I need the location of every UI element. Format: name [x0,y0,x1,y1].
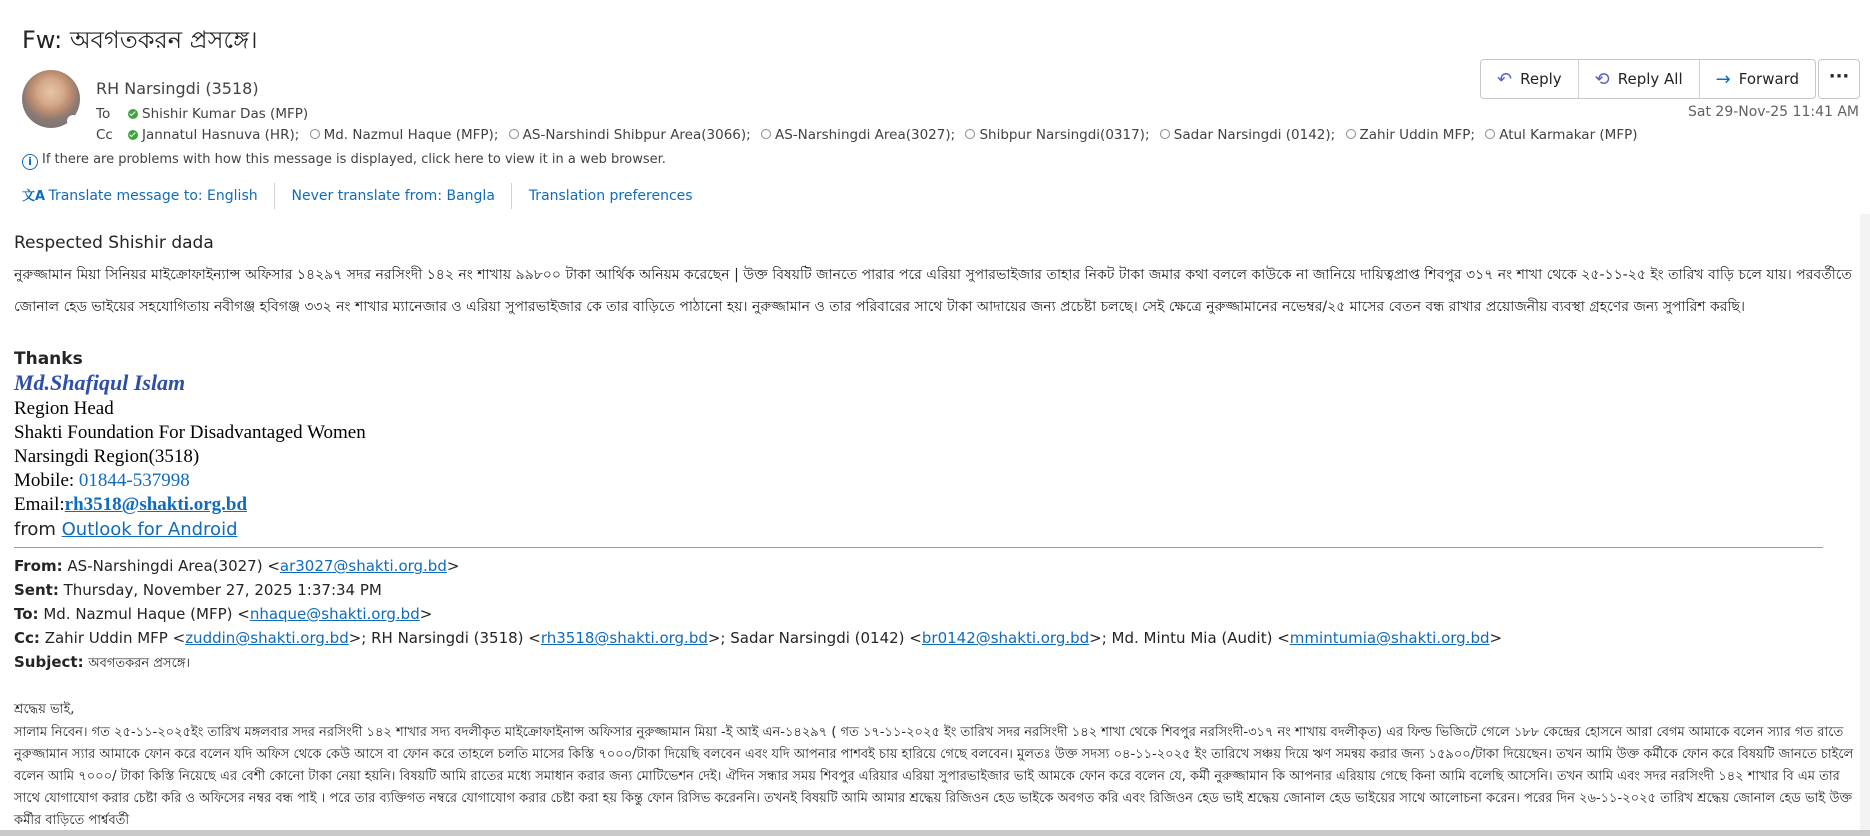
reply-button[interactable] [1481,60,1579,98]
signature-region: Narsingdi Region(3518) [14,446,200,467]
forward-icon: → [1715,68,1731,90]
message-actions [1480,59,1816,99]
available-status-icon [128,109,138,119]
signature-mobile [14,469,1859,493]
received-date: Sat 29-Nov-25 11:41 AM [1688,104,1859,120]
divider [511,183,512,209]
outlook-android-link[interactable]: Outlook for Android [61,519,238,540]
signature-title: Region Head [14,398,114,419]
sent-from-line [14,517,1859,543]
translation-bar [22,183,693,209]
email-label: Email: [14,494,65,515]
reply-all-label: Reply All [1617,70,1683,88]
scrollbar[interactable] [1860,214,1870,836]
to-recipient[interactable]: Shishir Kumar Das (MFP) [142,106,309,122]
fwd-subject-row [14,650,1859,676]
fwd-subject-label: Subject: [14,653,84,671]
offline-status-icon [1160,129,1170,139]
reply-all-button[interactable] [1579,60,1700,98]
offline-status-icon [965,129,975,139]
never-translate-link[interactable]: Never translate from: Bangla [291,188,495,204]
sender-avatar[interactable] [22,70,80,128]
fwd-cc-name: >; Sadar Narsingdi (0142) < [707,629,922,647]
fwd-subject: অবগতকরন প্রসঙ্গে। [88,656,191,671]
forward-label: Forward [1738,70,1800,88]
cc-recipient[interactable]: AS-Narshingdi Area(3027); [775,127,956,143]
to-row [96,106,308,122]
translation-preferences-link[interactable]: Translation preferences [528,188,693,204]
offline-status-icon [1485,129,1495,139]
forward-button[interactable] [1700,60,1815,98]
email-link[interactable]: rh3518@shakti.org.bd [64,494,248,515]
fwd-body-text: সালাম নিবেন। গত ২৫-১১-২০২৫ইং তারিখ মঙ্গলবার সদর নরসিংদী ১৪২ শাখার সদ্য বদলীকৃত মাইক্রোফাইনান্স অফিসার নুরুজ্জামান মিয়া -ই আই এন-১৪২৯৭ ( গত ১৭-১১-২০২৫ ইং তারিখ সদর নরসিংদী ১৪২ শাখা থেকে শিবপুর নরসিংদী-৩১৭ নং শাখায় বদলীকৃত) এর ফিল্ড ভিজিটে গেলে ১৮৮ কেন্দ্রের হোসনে আরা বেগম আমাকে বলেন স্যার গত রাতে নুরুজ্জামান স্যার আমাকে ফোন করে বলেন যদি অফিস থেকে কেউ আসে বা ফোন করে তাহলে চলতি মাসের কিস্তি ৭০০০/টাকা দিয়েছি বলবেন এবং যদি আপনার পাশবই চায় হারিয়ে গেছে বলবেন। মুলতঃ উক্ত সদস্য ০৪-১১-২০২৫ ইং তারিখে সঞ্চয় দিয়ে ঋণ সমন্বয় করার জন্য ১৫৯০০/টাকা দিয়েছেন। তখন আমি উক্ত কর্মীকে ফোন করে বিষয়টি জানতে চাইলে বলেন আমি ৭০০০/ টাকা কিস্তি নিয়েছে এর বেশী কোনো টাকা নেয়া হয়নি। বিষয়টি আমি রাতের মধ্যে সমাধান করার জন্য মোটিভেশন দেই। ঐদিন সন্ধার সময় শিবপুর এরিয়ার এরিয়া সুপারভাইজার ভাই আমকে ফোন করে বলেন যে, কর্মী নুরুজ্জামান কি আপনার এরিয়ায় গেছে কিনা আমি বলেছি আসেনি। তখন আমি এবং সদর নরসিংদী ১৪২ শাখার বি এম তার সাথে যোগাযোগ করার চেষ্টা করি ও অফিসের নম্বর বন্ধ পাই । পরে তার ব্যক্তিগত নম্বরে যোগাযোগ করার চেষ্টা করা হয় কিন্তু ফোন রিসিভ করেননি। তখনই বিষয়টি আমি আমার শ্রদ্ধেয় রিজিওন হেড ভাইকে অবগত করি এবং রিজিওন হেড ভাই শ্রদ্ধেয় জোনাল হেড ভাইয়ের সাথে আলোচনা করেন। পরের দিন ২৬-১১-২০২৫ তারিখ শ্রদ্ধেয় জোনাল হেড ভাই উক্ত কর্মীর বাড়িতে পার্শ্ববর্তী [14,725,1854,828]
fwd-cc-name: >; Md. Mintu Mia (Audit) < [1089,629,1290,647]
fwd-from-label: From: [14,557,63,575]
translate-message-link[interactable]: Translate message to: English [48,188,258,204]
fwd-cc-email[interactable]: mmintumia@shakti.org.bd [1289,629,1490,647]
sender-name[interactable]: RH Narsingdi (3518) [96,79,259,98]
info-bar[interactable] [22,152,666,170]
fwd-sent-label: Sent: [14,581,59,599]
signature-name: Md.Shafiqul Islam [14,370,186,395]
from-label: from [14,519,62,540]
forward-divider [14,547,1823,548]
reply-icon: ↶ [1497,68,1513,90]
fwd-cc-email[interactable]: zuddin@shakti.org.bd [185,629,349,647]
info-text[interactable]: If there are problems with how this message is displayed, click here to view it in a web browser. [42,152,666,167]
fwd-cc-email[interactable]: br0142@shakti.org.bd [921,629,1090,647]
offline-status-icon [509,129,519,139]
fwd-cc-email[interactable]: rh3518@shakti.org.bd [540,629,708,647]
offline-status-icon [1346,129,1356,139]
cc-recipient[interactable]: Md. Nazmul Haque (MFP); [323,127,499,143]
cc-row [96,127,1638,143]
cc-recipient[interactable]: Sadar Narsingdi (0142); [1173,127,1336,143]
fwd-from-email[interactable]: ar3027@shakti.org.bd [279,557,447,575]
cc-recipient[interactable]: Jannatul Hasnuva (HR); [142,127,300,143]
cc-recipient[interactable]: AS-Narshindi Shibpur Area(3066); [522,127,751,143]
divider [274,183,275,209]
info-icon: i [22,154,38,170]
fwd-from-name: AS-Narshingdi Area(3027) < [67,557,280,575]
body-paragraph: নুরুজ্জামান মিয়া সিনিয়র মাইক্রোফাইন্যান্স অফিসার ১৪২৯৭ সদর নরসিংদী ১৪২ নং শাখায় ৯৯৮০০ টাকা আর্থিক অনিয়ম করেছেন | উক্ত বিষয়টি জানতে পারার পরে এরিয়া সুপারভাইজার তাহার নিকট টাকা জমার কথা বললে কাউকে না জানিয়ে দায়িত্বপ্রাপ্ত শিবপুর ৩১৭ নং শাখা থেকে ২৫-১১-২৫ ইং তারিখ বাড়ি চলে যায়। পরবর্তীতে জোনাল হেড ভাইয়ের সহযোগিতায় নবীগঞ্জ হবিগঞ্জ ৩৩২ নং শাখার ম্যানেজার ও এরিয়া সুপারভাইজার কে তার বাড়িতে পাঠানো হয়। নুরুজ্জামান ও তার পরিবারের সাথে টাকা আদায়ের জন্য প্রচেষ্টা চলছে। সেই ক্ষেত্রে নুরুজ্জামানের নভেম্বর/২৫ মাসের বেতন বন্ধ রাখার প্রয়োজনীয় ব্যবস্থা গ্রহণের জন্য সুপারিশ করছি। [14,267,1852,315]
cc-recipient[interactable]: Zahir Uddin MFP; [1359,127,1475,143]
more-actions-button[interactable]: ··· [1818,59,1860,99]
available-status-icon [128,130,138,140]
signature-email [14,493,1859,517]
fwd-from-row: From: AS-Narshingdi Area(3027) <ar3027@shakti.org.bd> [14,557,460,575]
thanks-text: Thanks [14,349,83,369]
email-subject: Fw: অবগতকরন প্রসঙ্গে। [22,26,258,54]
offline-status-icon [761,129,771,139]
translate-icon: 文A [22,189,46,204]
fwd-cc-row: Cc: Zahir Uddin MFP <zuddin@shakti.org.bd>; RH Narsingdi (3518) <rh3518@shakti.org.bd>; Sadar Narsingdi (0142) <br0142@shakti.org.bd>; Md. Mintu Mia (Audit) <mmintumia@shakti.org.bd> [14,629,1503,647]
greeting: Respected Shishir dada [14,233,214,253]
fwd-to-email[interactable]: nhaque@shakti.org.bd [249,605,420,623]
fwd-to-label: To: [14,605,39,623]
fwd-to-name: Md. Nazmul Haque (MFP) < [43,605,250,623]
fwd-to-row: To: Md. Nazmul Haque (MFP) <nhaque@shakti.org.bd> [14,605,433,623]
mobile-number[interactable]: 01844-537998 [78,470,190,491]
fwd-sent-row [14,578,1859,602]
offline-status-icon [310,129,320,139]
to-label: To [96,106,111,122]
fwd-cc-name: Zahir Uddin MFP < [44,629,186,647]
mobile-label: Mobile: [14,470,79,491]
cc-label: Cc [96,127,113,143]
message-body [14,233,1859,832]
cc-recipient[interactable]: Shibpur Narsingdi(0317); [979,127,1150,143]
presence-status-icon [66,114,80,128]
signature-organization: Shakti Foundation For Disadvantaged Women [14,422,366,443]
reply-all-icon: ⟲ [1594,68,1610,90]
fwd-sent-date: Thursday, November 27, 2025 1:37:34 PM [63,581,382,599]
reply-label: Reply [1520,70,1562,88]
fwd-salutation: শ্রদ্ধেয় ভাই, [14,702,75,717]
cc-recipient[interactable]: Atul Karmakar (MFP) [1499,127,1638,143]
horizontal-scrollbar[interactable] [0,830,1870,836]
fwd-cc-name: >; RH Narsingdi (3518) < [348,629,541,647]
fwd-cc-label: Cc: [14,629,40,647]
